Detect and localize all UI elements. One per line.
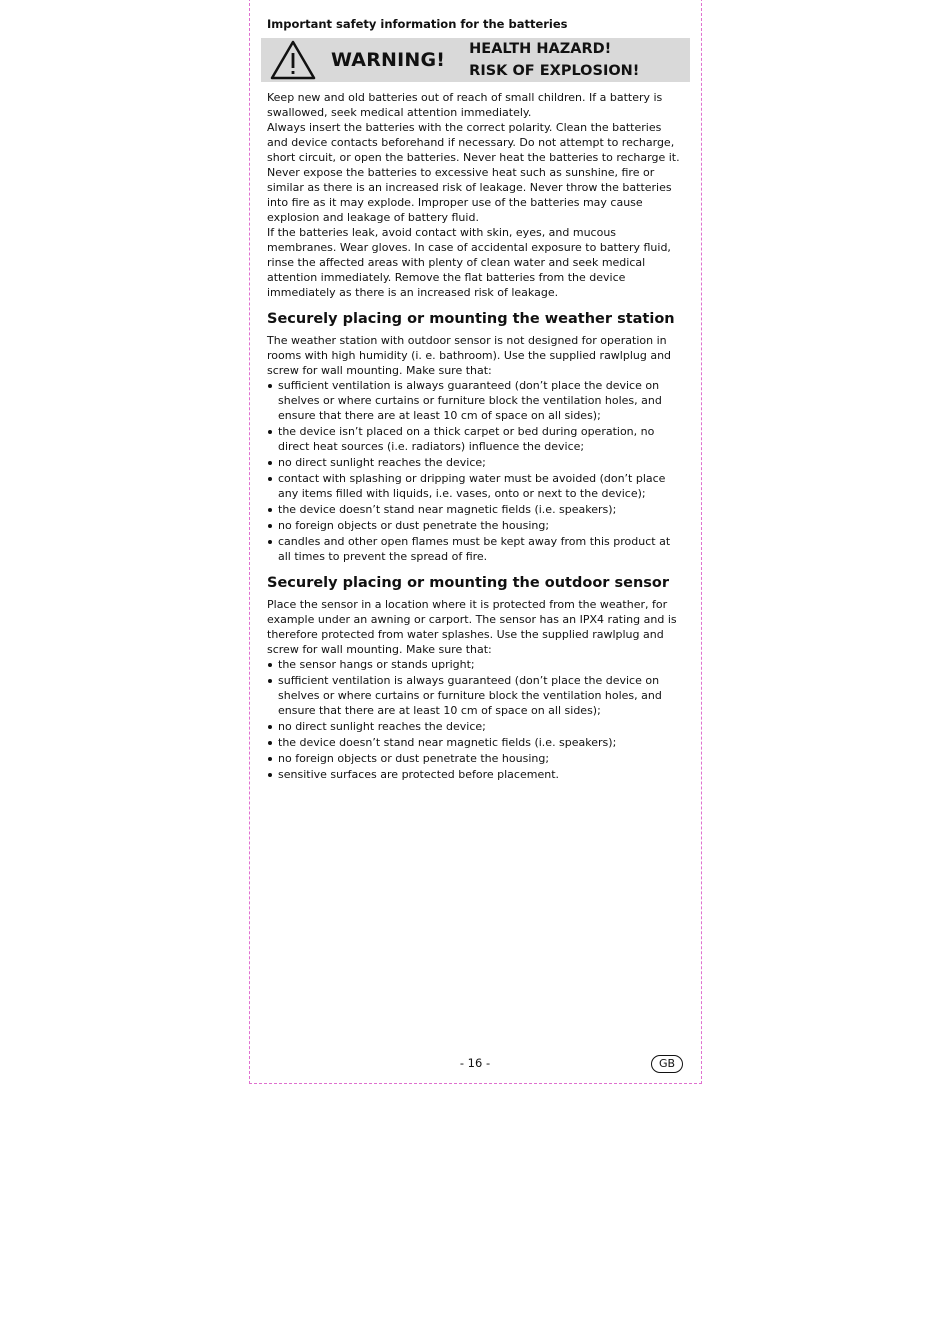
- list-item: no foreign objects or dust penetrate the housing;: [267, 518, 680, 533]
- warning-triangle-icon: [269, 39, 317, 81]
- language-badge: GB: [651, 1055, 683, 1073]
- list-item: no direct sunlight reaches the device;: [267, 455, 680, 470]
- list-item: no direct sunlight reaches the device;: [267, 719, 680, 734]
- list-item: the device doesn’t stand near magnetic fields (i.e. speakers);: [267, 735, 680, 750]
- battery-safety-heading: Important safety information for the batteries: [267, 17, 568, 31]
- list-item: sensitive surfaces are protected before placement.: [267, 767, 680, 782]
- battery-paragraph: Keep new and old batteries out of reach of small children. If a battery is swallowed, seek medical attention immediately.: [267, 91, 663, 119]
- list-item: candles and other open flames must be kept away from this product at all times to prevent the spread of fire.: [267, 534, 680, 564]
- outdoor-sensor-list: [267, 657, 680, 782]
- weather-station-heading: Securely placing or mounting the weather station: [267, 311, 675, 327]
- list-item: sufficient ventilation is always guaranteed (don’t place the device on shelves or where curtains or furniture block the ventilation holes, and ensure that there are at least 10 cm of space on all sides);: [267, 378, 680, 423]
- warning-banner: [261, 38, 690, 82]
- list-item: the device doesn’t stand near magnetic fields (i.e. speakers);: [267, 502, 680, 517]
- list-item: the device isn’t placed on a thick carpet or bed during operation, no direct heat sources (i.e. radiators) influence the device;: [267, 424, 680, 454]
- warning-title: WARNING!: [331, 49, 446, 71]
- page-number: - 16 -: [459, 1056, 491, 1070]
- list-item: no foreign objects or dust penetrate the housing;: [267, 751, 680, 766]
- outdoor-sensor-heading: Securely placing or mounting the outdoor sensor: [267, 575, 670, 591]
- hazard-lines: [469, 38, 639, 82]
- hazard-line-health: HEALTH HAZARD!: [469, 41, 612, 57]
- list-item: contact with splashing or dripping water must be avoided (don’t place any items filled with liquids, i.e. vases, onto or next to the device);: [267, 471, 680, 501]
- list-item: sufficient ventilation is always guaranteed (don’t place the device on shelves or where curtains or furniture block the ventilation holes, and ensure that there are at least 10 cm of space on all sides);: [267, 673, 680, 718]
- outdoor-sensor-intro: Place the sensor in a location where it is protected from the weather, for example under an awning or carport. The sensor has an IPX4 rating and is therefore protected from water splashes. Use the supplied rawlplug and screw for wall mounting. Make sure that:: [267, 598, 677, 656]
- hazard-line-explosion: RISK OF EXPLOSION!: [469, 63, 640, 79]
- weather-station-list: [267, 378, 680, 564]
- battery-paragraph: If the batteries leak, avoid contact with skin, eyes, and mucous membranes. Wear gloves. In case of accidental exposure to battery fluid, rinse the affected areas with plenty of clean water and seek medical attention immediately. Remove the flat batteries from the device immediately as there is an increased risk of leakage.: [267, 226, 671, 299]
- page-content: [267, 16, 680, 783]
- list-item: the sensor hangs or stands upright;: [267, 657, 680, 672]
- weather-station-intro: The weather station with outdoor sensor is not designed for operation in rooms with high humidity (i. e. bathroom). Use the supplied rawlplug and screw for wall mounting. Make sure that:: [267, 334, 672, 377]
- battery-paragraph: Always insert the batteries with the correct polarity. Clean the batteries and device contacts beforehand if necessary. Do not attempt to recharge, short circuit, or open the batteries. Never heat the batteries to recharge it. Never expose the batteries to excessive heat such as sunshine, fire or similar as there is an increased risk of leakage. Never throw the batteries into fire as it may explode. Improper use of the batteries may cause explosion and leakage of battery fluid.: [267, 121, 680, 224]
